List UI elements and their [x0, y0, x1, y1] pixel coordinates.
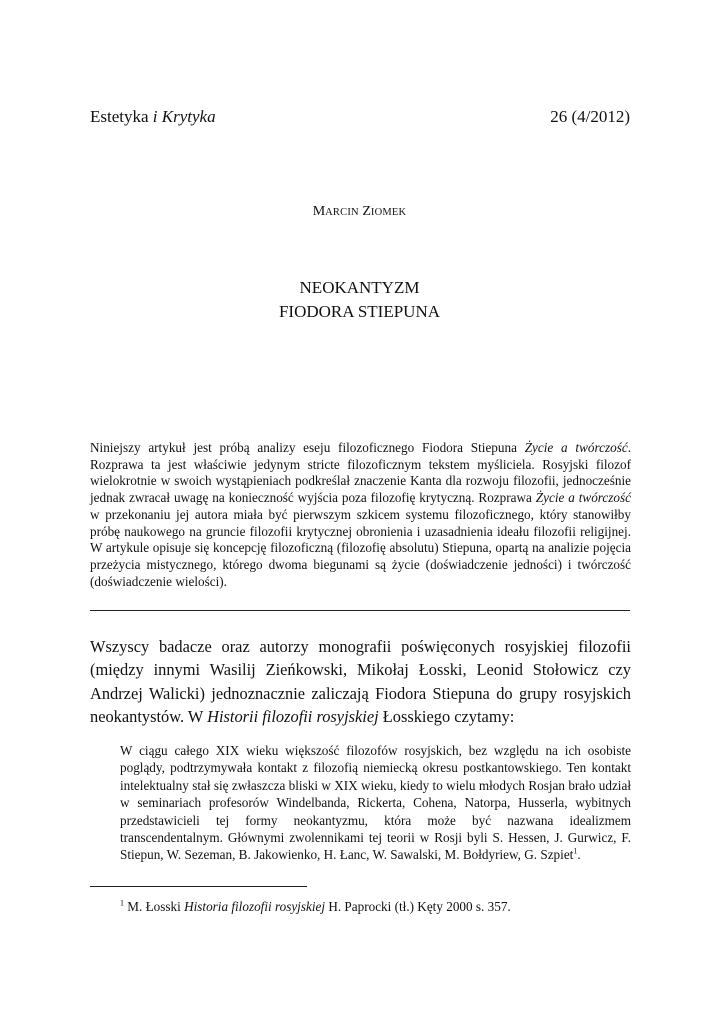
- journal-conjunction: i: [152, 107, 158, 126]
- title-line-2: FIODORA STIEPUNA: [278, 302, 441, 321]
- body-book-title: Historii filozofii rosyjskiej: [207, 707, 379, 727]
- running-header: [90, 106, 630, 128]
- abstract-text-2: . Rozprawa ta jest właściwie jedynym stricte filozoficznym tekstem myśliciela. Rosyjski filozof wielokrotnie w swoich wystąpieniach podkreślał znaczenie Kanta dla rozwoju filozofii, jednocześnie jednak zwracał uwagę na konieczność wyjścia poza filozofię krytyczną. Rozprawa: [90, 440, 631, 506]
- footnote-author: M. Łosski: [124, 899, 185, 914]
- abstract-text-1: Niniejszy artykuł jest próbą analizy eseju filozoficznego Fiodora Stiepuna: [90, 440, 525, 455]
- abstract-work-title-2: Życie a twórczość: [535, 490, 631, 506]
- footnote: [120, 898, 631, 915]
- journal-name: Estetyka: [90, 107, 149, 126]
- author-first-rest: ARCIN: [325, 207, 359, 218]
- footnote-reference[interactable]: 1: [573, 847, 578, 857]
- author-name: [0, 203, 719, 222]
- title-line-1: NEOKANTYZM: [299, 278, 420, 297]
- issue-number: 26 (4/2012): [550, 107, 630, 126]
- author-last-initial: Z: [362, 204, 371, 219]
- abstract: [90, 440, 631, 590]
- author-last-rest: IOMEK: [370, 207, 407, 218]
- quote-end: .: [577, 847, 581, 863]
- footnote-divider: [90, 886, 307, 887]
- journal-name-second: Krytyka: [161, 107, 216, 126]
- article-title: [0, 276, 719, 324]
- body-text-2: Łosskiego czytamy:: [378, 707, 515, 727]
- footnote-book-title: Historia filozofii rosyjskiej: [184, 899, 326, 914]
- section-divider: [90, 610, 630, 611]
- journal-title: [90, 106, 216, 128]
- footnote-number: 1: [120, 898, 124, 908]
- abstract-text-3: w przekonaniu jej autora miała być pierwszym szkicem systemu filozoficznego, który stanowiłby próbę naukowego na gruncie filozofii krytycznej obronienia i uzasadnienia ideału filozofii religijnej. W artykule opisuje się koncepcję filozoficzną (filozofię absolutu) Stiepuna, opartą na analizie pojęcia przeżycia mistycznego, którego dwoma biegunami są życie (doświadczenie jedności) i twórczość (doświadczenie wielości).: [90, 506, 631, 589]
- block-quote: [120, 742, 631, 864]
- quote-text: W ciągu całego XIX wieku większość filozofów rosyjskich, bez względu na ich osobiste poglądy, podtrzymywała kontakt z filozofią niemiecką okresu postkantowskiego. Ten kontakt intelektualny stał się zwłaszcza bliski w XIX wieku, kiedy to wielu młodych Rosjan brało udział w seminariach profesorów Windelbanda, Rickerta, Cohena, Natorpa, Husserla, wybitnych przedstawicieli tej formy neokantyzmu, która może być nazwana idealizmem transcendentalnym. Głównymi zwolennikami tej teorii w Rosji byli S. Hessen, J. Gurwicz, F. Stiepun, W. Sezeman, B. Jakowienko, H. Łanc, W. Sawalski, M. Bołdyriew, G. Szpiet: [120, 743, 631, 863]
- author-first-initial: M: [312, 204, 326, 219]
- body-paragraph: [90, 635, 631, 729]
- footnote-details: H. Paprocki (tł.) Kęty 2000 s. 357.: [325, 899, 511, 914]
- abstract-work-title-1: Życie a twórczość: [524, 440, 628, 455]
- body-text-1: Wszyscy badacze oraz autorzy monografii poświęconych rosyjskiej filozofii (między innymi Wasilij Zieńkowski, Mikołaj Łosski, Leonid Stołowicz czy Andrzej Walicki) jednoznacznie zaliczają Fiodora Stiepuna do grupy rosyjskich neokantystów. W: [90, 637, 631, 727]
